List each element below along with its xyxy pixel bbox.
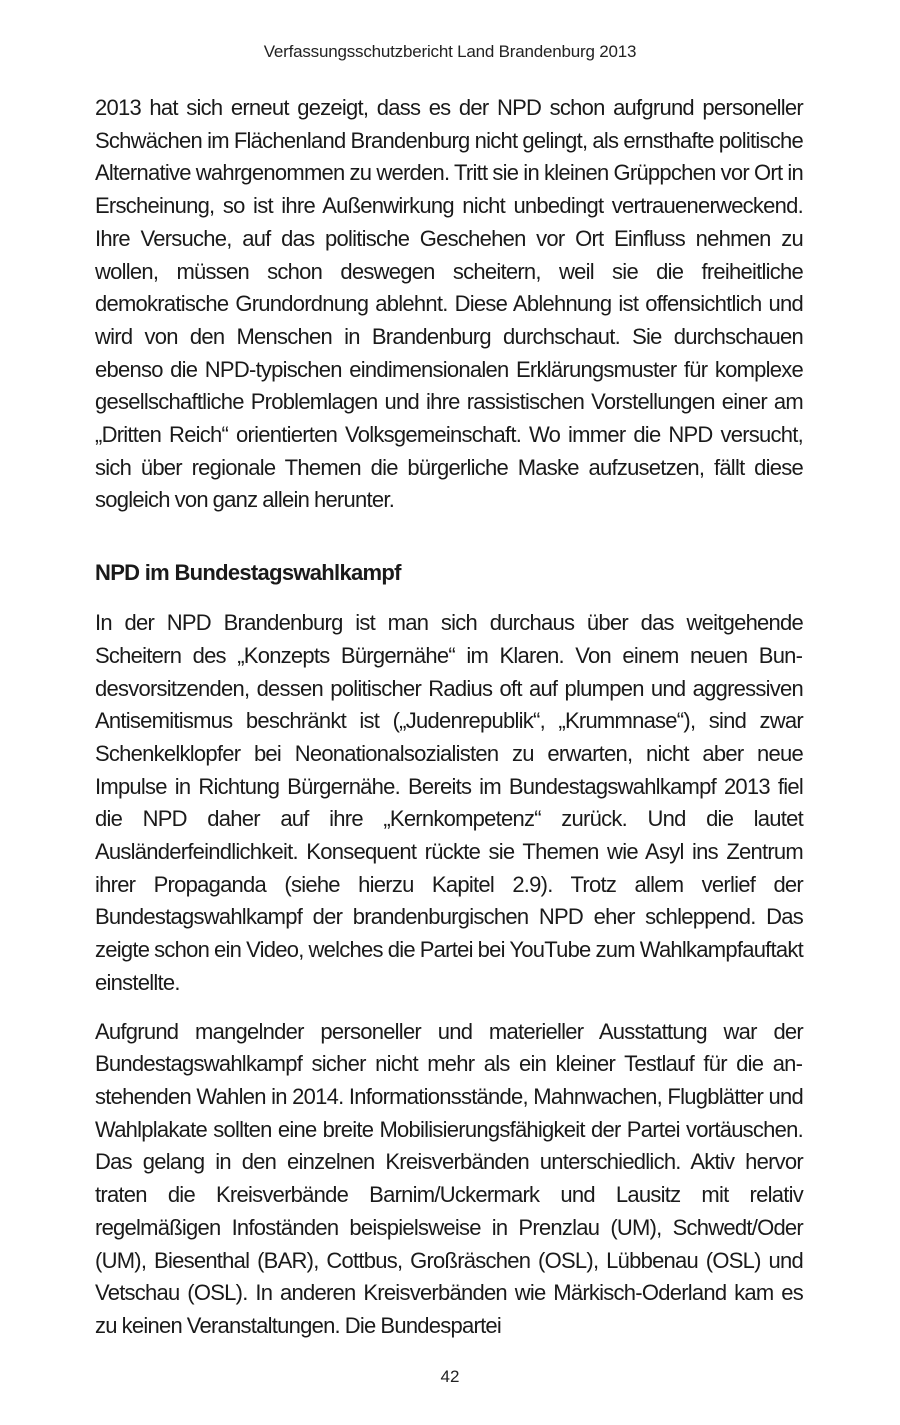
body-paragraph: In der NPD Brandenburg ist man sich durchaus über das weitgehende Scheitern des „Konzepts Bürgernähe“ im Klaren. Von einem neuen Bundesvorsitzenden, dessen politischer Radius oft auf plumpen und aggressiven Antisemitismus beschränkt ist („Judenrepublik“, „Krummnase“), sind zwar Schenkelklopfer bei Neonationalsozialisten zu erwarten, nicht aber neue Impulse in Richtung Bürgernähe. Bereits im Bundestagswahlkampf 2013 fiel die NPD daher auf ihre „Kernkompetenz“ zurück. Und die lautet Ausländerfeindlichkeit. Konsequent rückte sie Themen wie Asyl ins Zentrum ihrer Propaganda (siehe hierzu Kapitel 2.9). Trotz allem verlief der Bundestagswahlkampf der brandenburgischen NPD eher schleppend. Das zeigte schon ein Video, welches die Partei bei YouTube zum Wahlkampfauftakt einstellte. (95, 610, 803, 995)
body-paragraph: Aufgrund mangelnder personeller und materieller Ausstattung war der Bundestagswahlkampf sicher nicht mehr als ein kleiner Testlauf für die anstehenden Wahlen in 2014. Informationsstände, Mahnwachen, Flugblätter und Wahlplakate sollten eine breite Mobilisierungsfähigkeit der Partei vortäuschen. Das gelang in den einzelnen Kreisverbänden unterschiedlich. Aktiv hervor traten die Kreisverbände Barnim/Uckermark und Lausitz mit relativ regelmäßigen Infoständen beispielsweise in Prenzlau (UM), Schwedt/Oder (UM), Biesenthal (BAR), Cottbus, Großräschen (OSL), Lübbenau (OSL) und Vetschau (OSL). In anderen Kreisverbänden wie Märkisch-Oderland kam es zu keinen Veranstaltungen. Die Bundespartei (95, 1018, 803, 1338)
running-header: Verfassungsschutzbericht Land Brandenburg 2013 (263, 42, 637, 61)
page-body (95, 92, 803, 1343)
section-heading: NPD im Bundestagswahlkampf (95, 560, 401, 586)
body-paragraph: 2013 hat sich erneut gezeigt, dass es der NPD schon aufgrund personeller Schwächen im Flächenland Brandenburg nicht gelingt, als ernsthafte politische Alternative wahrgenommen zu werden. Tritt sie in kleinen Grüppchen vor Ort in Erscheinung, so ist ihre Außenwirkung nicht unbedingt vertrauenerweckend. Ihre Versuche, auf das politische Geschehen vor Ort Einfluss nehmen zu wollen, müssen schon deswegen scheitern, weil sie die freiheitliche demokratische Grundordnung ablehnt. Diese Ablehnung ist offensichtlich und wird von den Menschen in Brandenburg durchschaut. Sie durchschauen ebenso die NPD-typischen eindimensionalen Erklärungsmuster für komplexe gesellschaftliche Problemlagen und ihre rassistischen Vorstellungen einer am „Dritten Reich“ orientierten Volksgemeinschaft. Wo immer die NPD versucht, sich über regionale Themen die bürgerliche Maske aufzusetzen, fällt diese sogleich von ganz allein herunter. (95, 95, 803, 513)
page-number: 42 (440, 1367, 460, 1386)
